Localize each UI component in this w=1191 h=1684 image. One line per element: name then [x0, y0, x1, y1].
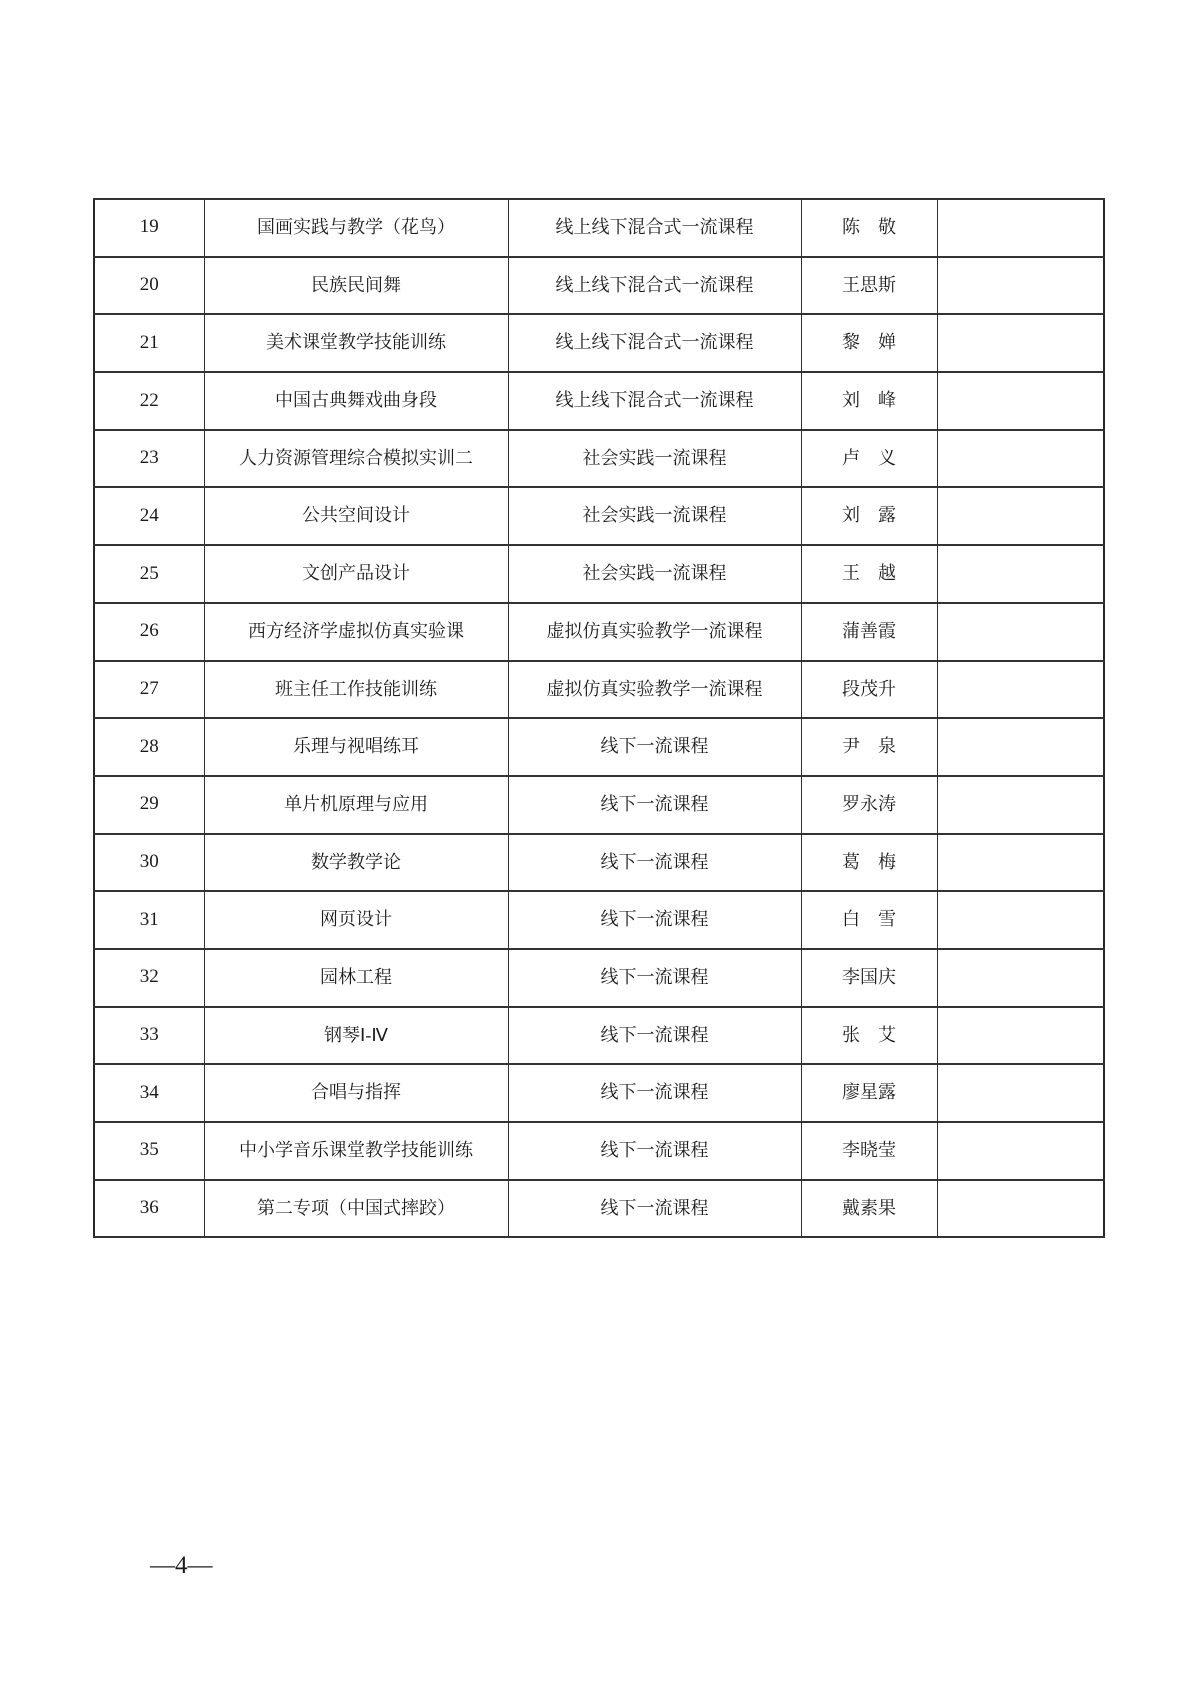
row-number-cell: 20	[94, 257, 204, 315]
teacher-name-cell: 李国庆	[801, 949, 937, 1007]
row-number-cell: 31	[94, 891, 204, 949]
page-number: —4—	[150, 1552, 213, 1579]
table-row	[94, 1180, 1104, 1238]
table-row	[94, 430, 1104, 488]
teacher-name-cell: 蒲善霞	[801, 603, 937, 661]
course-name-cell: 人力资源管理综合模拟实训二	[204, 430, 508, 488]
course-type-cell: 线下一流课程	[508, 834, 801, 892]
row-number-cell: 25	[94, 545, 204, 603]
teacher-name-cell: 罗永涛	[801, 776, 937, 834]
table-row	[94, 891, 1104, 949]
empty-cell	[937, 372, 1104, 430]
teacher-name-cell: 卢 义	[801, 430, 937, 488]
empty-cell	[937, 891, 1104, 949]
course-type-cell: 线下一流课程	[508, 949, 801, 1007]
row-number-cell: 29	[94, 776, 204, 834]
course-name-cell: 单片机原理与应用	[204, 776, 508, 834]
row-number-cell: 35	[94, 1122, 204, 1180]
row-number-cell: 23	[94, 430, 204, 488]
teacher-name-cell: 戴素果	[801, 1180, 937, 1238]
course-name-cell: 美术课堂教学技能训练	[204, 314, 508, 372]
row-number-cell: 26	[94, 603, 204, 661]
empty-cell	[937, 314, 1104, 372]
course-name-cell: 乐理与视唱练耳	[204, 718, 508, 776]
empty-cell	[937, 718, 1104, 776]
course-name-cell: 第二专项（中国式摔跤）	[204, 1180, 508, 1238]
course-name-cell: 钢琴Ⅰ-Ⅳ	[204, 1007, 508, 1065]
teacher-name-cell: 葛 梅	[801, 834, 937, 892]
course-type-cell: 社会实践一流课程	[508, 545, 801, 603]
teacher-name-cell: 廖星露	[801, 1064, 937, 1122]
empty-cell	[937, 1180, 1104, 1238]
course-type-cell: 线上线下混合式一流课程	[508, 314, 801, 372]
course-name-cell: 网页设计	[204, 891, 508, 949]
teacher-name-cell: 陈 敬	[801, 199, 937, 257]
teacher-name-cell: 李晓莹	[801, 1122, 937, 1180]
teacher-name-cell: 王 越	[801, 545, 937, 603]
table-row	[94, 199, 1104, 257]
empty-cell	[937, 661, 1104, 719]
empty-cell	[937, 834, 1104, 892]
empty-cell	[937, 776, 1104, 834]
table-row	[94, 487, 1104, 545]
row-number-cell: 24	[94, 487, 204, 545]
teacher-name-cell: 刘 露	[801, 487, 937, 545]
empty-cell	[937, 1122, 1104, 1180]
teacher-name-cell: 王思斯	[801, 257, 937, 315]
row-number-cell: 19	[94, 199, 204, 257]
row-number-cell: 33	[94, 1007, 204, 1065]
course-name-cell: 中小学音乐课堂教学技能训练	[204, 1122, 508, 1180]
teacher-name-cell: 尹 泉	[801, 718, 937, 776]
course-name-cell: 园林工程	[204, 949, 508, 1007]
course-name-cell: 公共空间设计	[204, 487, 508, 545]
row-number-cell: 21	[94, 314, 204, 372]
empty-cell	[937, 949, 1104, 1007]
course-name-cell: 班主任工作技能训练	[204, 661, 508, 719]
row-number-cell: 30	[94, 834, 204, 892]
course-name-cell: 西方经济学虚拟仿真实验课	[204, 603, 508, 661]
course-name-cell: 文创产品设计	[204, 545, 508, 603]
course-type-cell: 线下一流课程	[508, 891, 801, 949]
empty-cell	[937, 1064, 1104, 1122]
table-row	[94, 257, 1104, 315]
course-type-cell: 线下一流课程	[508, 1064, 801, 1122]
teacher-name-cell: 黎 婵	[801, 314, 937, 372]
course-name-cell: 国画实践与教学（花鸟）	[204, 199, 508, 257]
table-row	[94, 1064, 1104, 1122]
teacher-name-cell: 白 雪	[801, 891, 937, 949]
course-name-cell: 数学教学论	[204, 834, 508, 892]
course-type-cell: 线上线下混合式一流课程	[508, 372, 801, 430]
row-number-cell: 36	[94, 1180, 204, 1238]
course-name-cell: 中国古典舞戏曲身段	[204, 372, 508, 430]
teacher-name-cell: 张 艾	[801, 1007, 937, 1065]
course-type-cell: 虚拟仿真实验教学一流课程	[508, 603, 801, 661]
empty-cell	[937, 257, 1104, 315]
course-type-cell: 线上线下混合式一流课程	[508, 199, 801, 257]
table-row	[94, 314, 1104, 372]
course-type-cell: 社会实践一流课程	[508, 487, 801, 545]
table-row	[94, 372, 1104, 430]
table-row	[94, 776, 1104, 834]
empty-cell	[937, 1007, 1104, 1065]
table-row	[94, 718, 1104, 776]
teacher-name-cell: 刘 峰	[801, 372, 937, 430]
course-type-cell: 线下一流课程	[508, 776, 801, 834]
course-type-cell: 虚拟仿真实验教学一流课程	[508, 661, 801, 719]
course-name-cell: 民族民间舞	[204, 257, 508, 315]
empty-cell	[937, 603, 1104, 661]
table-row	[94, 1122, 1104, 1180]
teacher-name-cell: 段茂升	[801, 661, 937, 719]
course-name-cell: 合唱与指挥	[204, 1064, 508, 1122]
table-row	[94, 545, 1104, 603]
table-row	[94, 1007, 1104, 1065]
row-number-cell: 32	[94, 949, 204, 1007]
course-type-cell: 社会实践一流课程	[508, 430, 801, 488]
table-row	[94, 834, 1104, 892]
empty-cell	[937, 430, 1104, 488]
course-table	[93, 198, 1105, 1238]
row-number-cell: 28	[94, 718, 204, 776]
row-number-cell: 34	[94, 1064, 204, 1122]
course-type-cell: 线下一流课程	[508, 718, 801, 776]
table-row	[94, 603, 1104, 661]
course-type-cell: 线上线下混合式一流课程	[508, 257, 801, 315]
course-type-cell: 线下一流课程	[508, 1007, 801, 1065]
row-number-cell: 22	[94, 372, 204, 430]
empty-cell	[937, 199, 1104, 257]
empty-cell	[937, 487, 1104, 545]
course-type-cell: 线下一流课程	[508, 1122, 801, 1180]
course-type-cell: 线下一流课程	[508, 1180, 801, 1238]
table-row	[94, 949, 1104, 1007]
empty-cell	[937, 545, 1104, 603]
table-row	[94, 661, 1104, 719]
row-number-cell: 27	[94, 661, 204, 719]
